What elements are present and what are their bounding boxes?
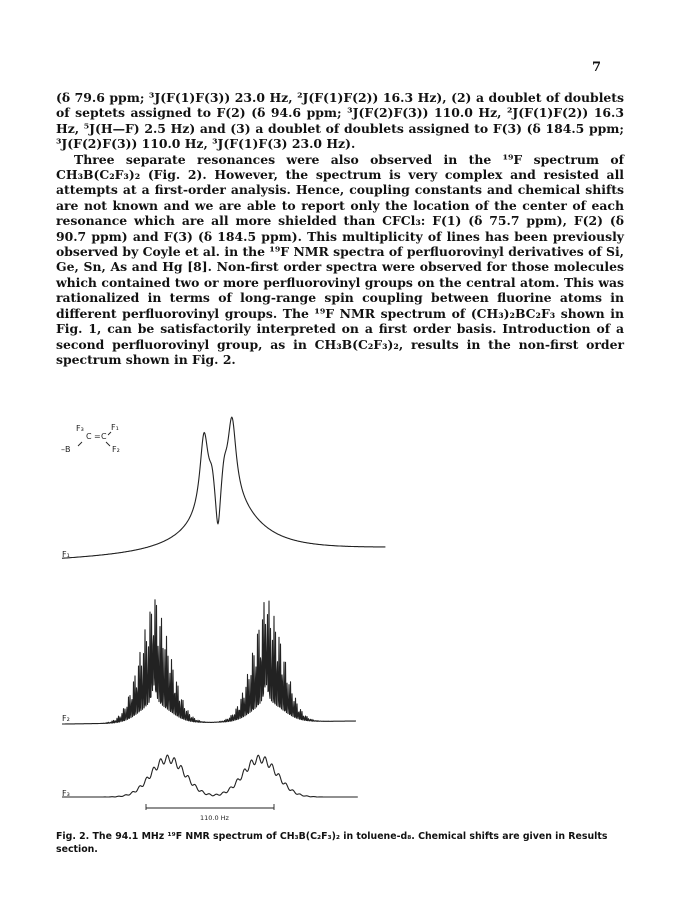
figure-caption: Fig. 2. The 94.1 MHz ¹⁹F NMR spectrum of CH₃B(C₂F₃)₂ in toluene-d₈. Chemical shifts are given in Results section. bbox=[56, 831, 608, 855]
body-text bbox=[56, 90, 624, 367]
structure-label: C bbox=[86, 432, 92, 441]
structure-label: = bbox=[94, 432, 101, 441]
bond-line bbox=[106, 442, 110, 446]
nmr-spectrum-svg bbox=[40, 398, 640, 838]
structure-label: F₂ bbox=[112, 445, 120, 454]
scale-bar-label: 110.0 Hz bbox=[200, 814, 229, 822]
nmr-figure bbox=[40, 398, 640, 838]
structure-label: F₁ bbox=[111, 423, 119, 432]
paragraph: (δ 79.6 ppm; ³J(F(1)F(3)) 23.0 Hz, ²J(F(1)F(2)) 16.3 Hz), (2) a doublet of doublets of septets assigned to F(2) (δ 94.6 ppm; ³J(F(2)F(3)) 110.0 Hz, ²J(F(1)F(2)) 16.3 Hz, ⁵J(H—F) 2.5 Hz) and (3) a doublet of doublets assigned to F(3) (δ 184.5 ppm; ³J(F(2)F(3)) 110.0 Hz, ³J(F(1)F(3) 23.0 Hz). bbox=[56, 90, 624, 152]
scale-bar bbox=[146, 804, 274, 822]
f2-trace bbox=[62, 600, 356, 724]
trace-label-f3: F₃ bbox=[62, 789, 70, 798]
f1-trace bbox=[62, 417, 385, 558]
page-number: 7 bbox=[592, 60, 602, 75]
trace-label-f1: F₁ bbox=[62, 550, 70, 559]
bond-line bbox=[108, 432, 111, 435]
bond-line bbox=[78, 442, 82, 446]
structure-label: F₃ bbox=[76, 424, 84, 433]
f3-trace bbox=[62, 755, 358, 797]
structure-label: C bbox=[101, 432, 107, 441]
structure-label: –B bbox=[61, 445, 71, 454]
paragraph: Three separate resonances were also observed in the ¹⁹F spectrum of CH₃B(C₂F₃)₂ (Fig. 2). However, the spectrum is very complex and resisted all attempts at a first-order analysis. Hence, coupling constants and chemical shifts are not known and we are able to report only the location of the center of each resonance which are all more shielded than CFCl₃: F(1) (δ 75.7 ppm), F(2) (δ 90.7 ppm) and F(3) (δ 184.5 ppm). This multiplicity of lines has been previously observed by Coyle et al. in the ¹⁹F NMR spectra of perfluorovinyl derivatives of Si, Ge, Sn, As and Hg [8]. Non-first order spectra were observed for those molecules which contained two or more perfluorovinyl groups on the central atom. This was rationalized in terms of long-range spin coupling between fluorine atoms in different perfluorovinyl groups. The ¹⁹F NMR spectrum of (CH₃)₂BC₂F₃ shown in Fig. 1, can be satisfactorily interpreted on a first order basis. Introduction of a second perfluorovinyl group, as in CH₃B(C₂F₃)₂, results in the non-first order spectrum shown in Fig. 2. bbox=[56, 151, 624, 367]
structure-drawing bbox=[61, 423, 120, 454]
trace-label-f2: F₂ bbox=[62, 714, 70, 723]
